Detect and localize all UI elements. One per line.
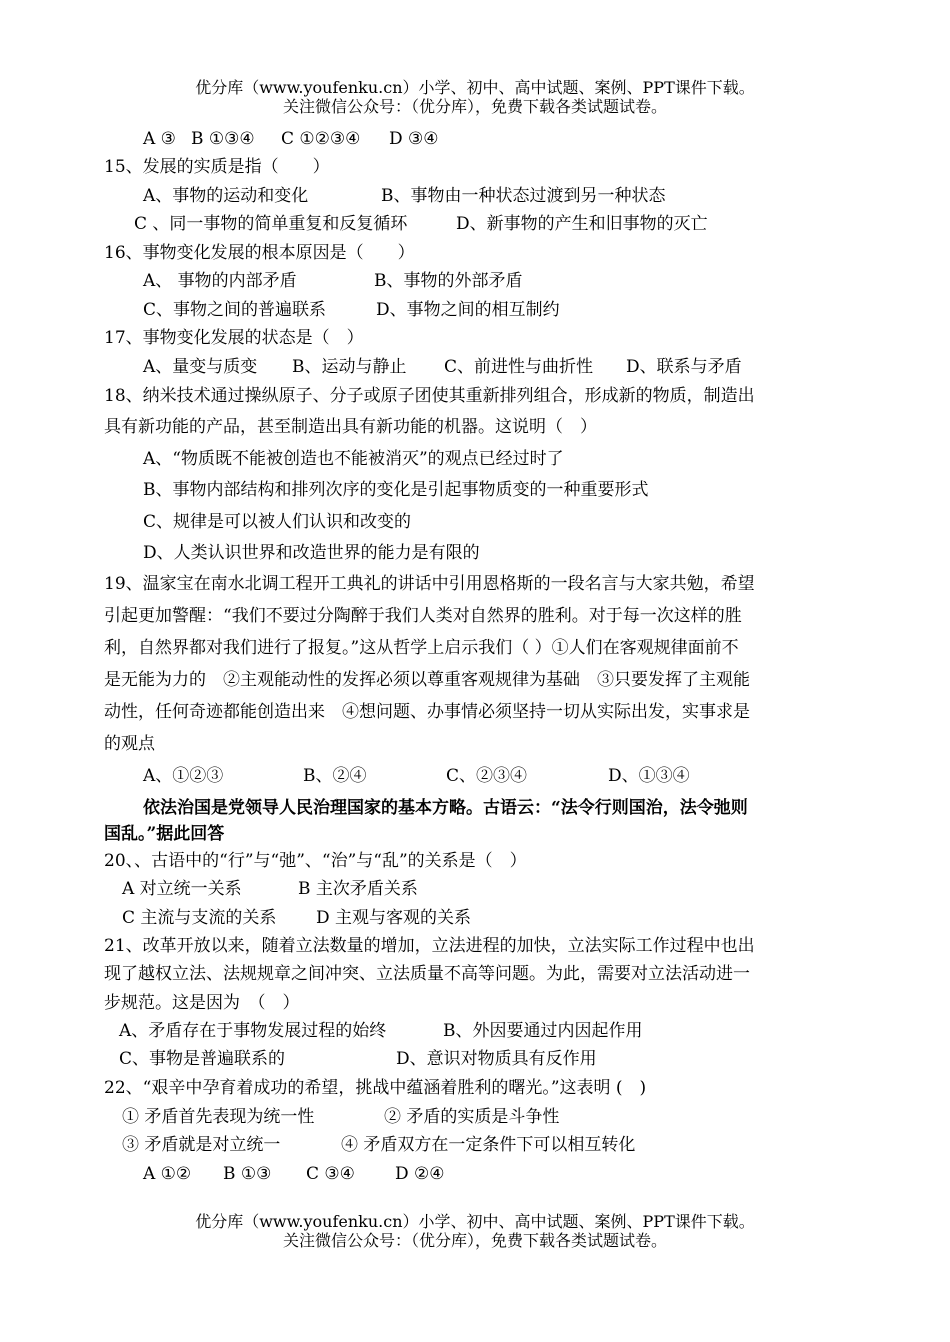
q17-option-a: A、量变与质变 (143, 357, 258, 377)
q18-stem-line-2: 具有新功能的产品，甚至制造出具有新功能的机器。这说明（ ） (104, 417, 597, 437)
q21-option-b: B、外因要通过内因起作用 (443, 1021, 643, 1041)
q15-option-b: B、事物由一种状态过渡到另一种状态 (381, 186, 666, 206)
q19-option-b: B、②④ (303, 766, 367, 786)
q17-stem: 17、事物变化发展的状态是（ ） (104, 328, 364, 348)
q22-statements-row-2 (122, 1133, 635, 1157)
q19-line-2: 引起更加警醒：“我们不要过分陶醉于我们人类对自然界的胜利。对于每一次这样的胜 (104, 606, 742, 626)
q21-option-c: C、事物是普遍联系的 (119, 1049, 286, 1069)
q16-options-row-1 (143, 269, 523, 293)
footer-line-1: 优分库（www.youfenku.cn）小学、初中、高中试题、案例、PPT课件下载。 (195, 1212, 755, 1231)
q14-option-d: D ③④ (389, 129, 439, 149)
q15-options-row-2 (134, 212, 708, 236)
q21-option-d: D、意识对物质具有反作用 (396, 1049, 597, 1069)
q14-option-b: B ①③④ (191, 129, 255, 149)
q20-option-d: D 主观与客观的关系 (316, 908, 472, 928)
q19-option-c: C、②③④ (446, 766, 528, 786)
q14-options (143, 127, 439, 151)
q19-line-4: 是无能为力的 ②主观能动性的发挥必须以尊重客观规律为基础 ③只要发挥了主观能 (104, 670, 750, 690)
q16-option-a: A、 事物的内部矛盾 (143, 271, 297, 291)
q22-statement-2: ② 矛盾的实质是斗争性 (384, 1107, 560, 1127)
q21-options-row-1 (119, 1019, 643, 1043)
q22-statement-4: ④ 矛盾双方在一定条件下可以相互转化 (341, 1135, 636, 1155)
q20-stem: 20、、古语中的“行”与“弛”、“治”与“乱”的关系是（ ） (104, 851, 527, 871)
q19-line-6: 的观点 (104, 734, 155, 754)
q19-option-d: D、①③④ (608, 766, 690, 786)
q15-stem: 15、发展的实质是指（ ） (104, 157, 330, 177)
q17-option-c: C、前进性与曲折性 (444, 357, 594, 377)
q20-option-a: A 对立统一关系 (122, 879, 242, 899)
q16-option-c: C、事物之间的普遍联系 (143, 300, 327, 320)
q22-stem: 22、“艰辛中孕育着成功的希望，挑战中蕴涵着胜利的曙光。”这表明 ( ) (104, 1078, 647, 1098)
q22-option-a: A ①② (143, 1164, 192, 1184)
q18-option-c: C、规律是可以被人们认识和改变的 (143, 512, 412, 532)
material-line-2: 国乱。”据此回答 (104, 824, 225, 844)
q16-options-row-2 (143, 298, 560, 322)
q22-options (143, 1162, 445, 1186)
q15-option-a: A、事物的运动和变化 (143, 186, 309, 206)
q22-statement-3: ③ 矛盾就是对立统一 (122, 1135, 281, 1155)
q21-line-2: 现了越权立法、法规规章之间冲突、立法质量不高等问题。为此，需要对立法活动进一 (104, 964, 750, 984)
q18-option-a: A、“物质既不能被创造也不能被消灭”的观点已经过时了 (143, 449, 564, 469)
q16-stem: 16、事物变化发展的根本原因是（ ） (104, 243, 415, 263)
q18-option-b: B、事物内部结构和排列次序的变化是引起事物质变的一种重要形式 (143, 480, 649, 500)
q19-line-1: 19、温家宝在南水北调工程开工典礼的讲话中引用恩格斯的一段名言与大家共勉，希望 (104, 574, 755, 594)
q14-option-c: C ①②③④ (281, 129, 361, 149)
header-line-2: 关注微信公众号：（优分库），免费下载各类试题试卷。 (282, 97, 667, 116)
q21-option-a: A、矛盾存在于事物发展过程的始终 (119, 1021, 387, 1041)
footer-line-2: 关注微信公众号：（优分库），免费下载各类试题试卷。 (282, 1231, 667, 1250)
q17-options (143, 355, 742, 379)
q15-options-row-1 (143, 184, 666, 208)
q21-line-1: 21、改革开放以来，随着立法数量的增加，立法进程的加快，立法实际工作过程中也出 (104, 936, 755, 956)
q17-option-d: D、联系与矛盾 (626, 357, 742, 377)
q22-option-b: B ①③ (223, 1164, 272, 1184)
q22-option-c: C ③④ (306, 1164, 355, 1184)
q15-option-d: D、新事物的产生和旧事物的灭亡 (456, 214, 708, 234)
q18-stem-line-1: 18、纳米技术通过操纵原子、分子或原子团使其重新排列组合，形成新的物质，制造出 (104, 386, 755, 406)
q22-option-d: D ②④ (395, 1164, 445, 1184)
q20-options-row-2 (122, 906, 471, 930)
q22-statement-1: ① 矛盾首先表现为统一性 (122, 1107, 315, 1127)
q20-option-c: C 主流与支流的关系 (122, 908, 277, 928)
q21-options-row-2 (119, 1047, 597, 1071)
q15-option-c: C 、同一事物的简单重复和反复循环 (134, 214, 408, 234)
q17-option-b: B、运动与静止 (292, 357, 407, 377)
q22-statements-row-1 (122, 1105, 559, 1129)
q20-options-row-1 (122, 877, 418, 901)
q19-line-5: 动性，任何奇迹都能创造出来 ④想问题、办事情必须坚持一切从实际出发，实事求是 (104, 702, 750, 722)
q19-option-a: A、①②③ (143, 766, 224, 786)
q20-option-b: B 主次矛盾关系 (298, 879, 418, 899)
q21-line-3: 步规范。这是因为 （ ） (104, 993, 300, 1013)
q16-option-d: D、事物之间的相互制约 (376, 300, 560, 320)
header-line-1: 优分库（www.youfenku.cn）小学、初中、高中试题、案例、PPT课件下载。 (195, 78, 755, 97)
q19-options (143, 764, 690, 788)
q18-option-d: D、人类认识世界和改造世界的能力是有限的 (143, 543, 480, 563)
material-line-1: 依法治国是党领导人民治理国家的基本方略。古语云：“法令行则国治，法令弛则 (143, 798, 748, 818)
q16-option-b: B、事物的外部矛盾 (374, 271, 523, 291)
q14-option-a: A ③ (143, 129, 176, 149)
q19-line-3: 利，自然界都对我们进行了报复。”这从哲学上启示我们（ ）①人们在客观规律面前不 (104, 638, 739, 658)
